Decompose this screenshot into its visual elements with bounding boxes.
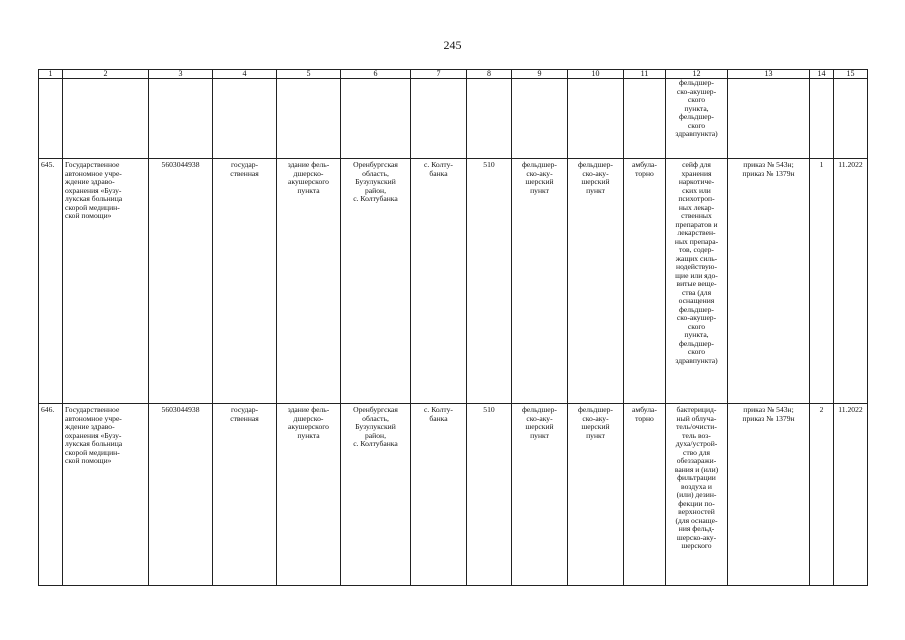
quantity-cell [810,79,834,159]
equipment-cell: фельдшер- ско-акушер- ского пункта, фельдшер- ского здравпункта) [666,79,728,159]
facility-subtype-cell: фельдшер- ско-аку- шерский пункт [568,159,624,404]
equipment-cell: бактерицид- ный облуча- тель/очисти- тель воз- духа/устрой- ство для обеззаражи- вания и (или) фильтрации воздуха и (или) дезин- фекции по- верхностей (для оснаще- ния фельд- шерско-аку- шерского [666,404,728,586]
column-number: 3 [149,70,213,79]
organization-cell: Государственное автономное учре- ждение здраво- охранения «Бузу- лукская больница скорой медицин- ской помощи» [63,404,149,586]
registry-table [38,69,868,586]
column-number: 14 [810,70,834,79]
inn-cell: 5603044938 [149,404,213,586]
settlement-cell [411,79,467,159]
date-cell: 11.2022 [834,159,868,404]
ownership-cell: государ- ственная [213,159,277,404]
table-row-645 [39,159,868,404]
quantity-cell: 2 [810,404,834,586]
date-cell [834,79,868,159]
equipment-cell: сейф для хранения наркотиче- ских или психотроп- ных лекар- ственных препаратов и лекарствен- ных препара- тов, содер- жащих силь- нодействую- щие или ядо- витые веще- ства (для оснащения фельдшер- ско-акушер- ского пункта, фельдшер- ского здравпункта) [666,159,728,404]
facility-type-cell [512,79,568,159]
order-cell [728,79,810,159]
settlement-cell: с. Колту- банка [411,159,467,404]
column-number: 2 [63,70,149,79]
organization-cell: Государственное автономное учре- ждение здраво- охранения «Бузу- лукская больница скорой медицин- ской помощи» [63,159,149,404]
column-number: 15 [834,70,868,79]
page-number: 245 [443,38,462,52]
settlement-cell: с. Колту- банка [411,404,467,586]
column-number-row [39,70,868,79]
column-number: 9 [512,70,568,79]
organization-cell [63,79,149,159]
address-cell: Оренбургская область, Бузулукский район, с. Колтубанка [341,159,411,404]
column-number: 6 [341,70,411,79]
row-number-cell [39,79,63,159]
column-number: 13 [728,70,810,79]
column-number: 11 [624,70,666,79]
building-cell [277,79,341,159]
facility-subtype-cell: фельдшер- ско-аку- шерский пункт [568,404,624,586]
building-cell: здание фель- дшерско- акушерского пункта [277,159,341,404]
table-row-continuation [39,79,868,159]
care-form-cell: амбула- торно [624,404,666,586]
column-number: 10 [568,70,624,79]
column-number: 1 [39,70,63,79]
code-cell [467,79,512,159]
column-number: 4 [213,70,277,79]
facility-type-cell: фельдшер- ско-аку- шерский пункт [512,404,568,586]
inn-cell: 5603044938 [149,159,213,404]
column-number: 5 [277,70,341,79]
row-number-cell: 645. [39,159,63,404]
date-cell: 11.2022 [834,404,868,586]
building-cell: здание фель- дшерско- акушерского пункта [277,404,341,586]
care-form-cell: амбула- торно [624,159,666,404]
row-number-cell: 646. [39,404,63,586]
address-cell [341,79,411,159]
table-row-646 [39,404,868,586]
facility-type-cell: фельдшер- ско-аку- шерский пункт [512,159,568,404]
order-cell: приказ № 543н; приказ № 1379н [728,404,810,586]
ownership-cell: государ- ственная [213,404,277,586]
code-cell: 510 [467,159,512,404]
column-number: 8 [467,70,512,79]
inn-cell [149,79,213,159]
care-form-cell [624,79,666,159]
address-cell: Оренбургская область, Бузулукский район, с. Колтубанка [341,404,411,586]
column-number: 12 [666,70,728,79]
order-cell: приказ № 543н; приказ № 1379н [728,159,810,404]
ownership-cell [213,79,277,159]
column-number: 7 [411,70,467,79]
code-cell: 510 [467,404,512,586]
quantity-cell: 1 [810,159,834,404]
facility-subtype-cell [568,79,624,159]
